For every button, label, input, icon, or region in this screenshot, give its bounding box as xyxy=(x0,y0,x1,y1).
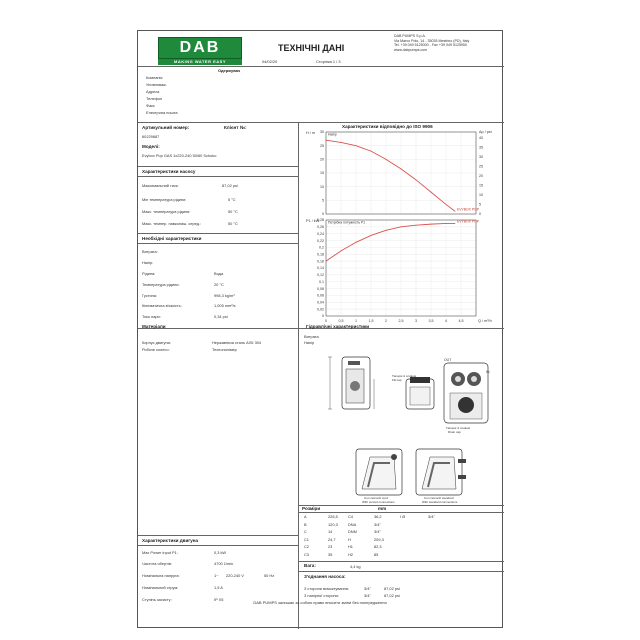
motor-voltage: 220-240 V xyxy=(226,573,244,578)
y-right-tick-label: 35 xyxy=(479,145,483,150)
y-right-tick-label: 20 xyxy=(479,174,483,179)
x-tick-label: 4,5 xyxy=(458,319,464,323)
y-tick-label: 0 xyxy=(322,314,324,319)
dimension-key: H xyxy=(348,536,351,542)
series-label: EVYBOX POP xyxy=(457,219,480,224)
divider xyxy=(298,561,504,562)
pump-front-view xyxy=(328,357,374,409)
divider xyxy=(298,505,504,506)
y-right-tick-label: 30 xyxy=(479,155,483,160)
divider xyxy=(138,545,298,546)
dab-logo xyxy=(158,37,242,59)
divider xyxy=(138,176,298,177)
divider xyxy=(298,571,504,572)
data-point xyxy=(416,179,417,180)
standard-connections-sublabel: With standard connections xyxy=(422,500,458,504)
data-point xyxy=(401,169,402,170)
y-tick-label: 0 xyxy=(322,212,324,217)
out-label: OUT xyxy=(444,358,452,362)
customer-field: Електрона пошта xyxy=(146,110,178,115)
x-axis-label: Q / m³/h xyxy=(478,319,492,323)
y-right-tick-label: 0 xyxy=(479,212,481,217)
customer-field: Уповноваж. xyxy=(146,82,167,87)
x-tick-label: 4 xyxy=(445,319,447,323)
fill-cap-label: Тапорік зі зливом xyxy=(392,374,417,378)
required-label: Густина: xyxy=(142,293,158,298)
pump-char-value: 87,02 psi xyxy=(222,183,238,188)
divider xyxy=(138,243,298,244)
data-point xyxy=(341,142,342,143)
material-label: Робоче колесо: xyxy=(142,347,170,352)
pump-char-label: Максимальний тиск: xyxy=(142,183,179,188)
divider xyxy=(138,535,298,536)
y-tick-label: 0,22 xyxy=(317,238,324,243)
y-tick-label: 0,08 xyxy=(317,286,324,291)
data-point xyxy=(371,235,372,236)
required-value: 1,005 mm²/s xyxy=(214,303,236,308)
y-tick-label: 0,18 xyxy=(317,252,324,257)
chart-legend: Потрібна потужність P1 xyxy=(328,220,366,225)
weight-label: Вага: xyxy=(304,563,316,568)
data-point xyxy=(326,140,327,141)
data-point xyxy=(431,224,432,225)
data-point xyxy=(341,251,342,252)
company-line: www.dabpumps.com xyxy=(394,47,428,52)
connection-pressure: 87,02 psi xyxy=(384,593,400,598)
y-tick-label: 0,02 xyxy=(317,307,324,312)
chart-legend: Напір xyxy=(328,132,337,137)
customer-field: Компанія xyxy=(146,75,163,80)
y-right-axis-label: Δp / psi xyxy=(479,130,492,134)
article-code: 60229687 xyxy=(142,134,160,139)
connection-label: З напірної сторони: xyxy=(304,593,339,598)
x-tick-label: 2,5 xyxy=(398,319,404,323)
dimension-key: A xyxy=(304,514,307,519)
customer-field: Адреса xyxy=(146,89,160,94)
company-info xyxy=(394,34,469,52)
motor-value: 4700 1/min xyxy=(214,561,234,566)
required-value: 998,3 kg/m³ xyxy=(214,293,235,298)
fill-cap-sublabel: Fill cap xyxy=(392,378,402,382)
performance-chart xyxy=(298,130,504,328)
dimension-key: H2 xyxy=(348,552,353,557)
y-tick-label: 0,12 xyxy=(317,273,324,278)
article-code-label: Артикульний номер: xyxy=(142,125,190,130)
y-right-tick-label: 25 xyxy=(479,164,483,169)
y-tick-label: 0,04 xyxy=(317,300,324,305)
dimension-key: H1 xyxy=(348,544,353,550)
required-title: Необхідні характеристики xyxy=(142,236,202,241)
dimension-value: 3/4" xyxy=(374,529,381,535)
y-right-tick-label: 15 xyxy=(479,183,483,188)
motor-value: 1,5 A xyxy=(214,585,223,590)
y-tick-label: 0,28 xyxy=(317,218,324,223)
x-tick-label: 2 xyxy=(385,319,387,323)
data-point xyxy=(386,159,387,160)
data-point xyxy=(431,192,432,193)
footer-disclaimer: DAB PUMPS залишає за собою право вносити зміни без попередження xyxy=(253,600,387,605)
dimension-value: 36,2 xyxy=(374,514,382,519)
motor-value: 1~ xyxy=(214,573,219,578)
materials-title: Матеріали xyxy=(142,324,166,329)
power-chart xyxy=(306,218,492,323)
motor-label: Частота обертів: xyxy=(142,561,172,566)
drain-cap-sublabel: Drain cap xyxy=(448,430,461,434)
y-tick-label: 30 xyxy=(320,130,324,135)
y-right-tick-label: 40 xyxy=(479,135,483,140)
data-point xyxy=(455,211,456,212)
dimension-key: C2 xyxy=(304,544,309,550)
y-tick-label: 5 xyxy=(322,198,324,203)
hydraulic-title: Гідравлічні характеристики xyxy=(306,324,370,329)
motor-value: IP X5 xyxy=(214,597,224,602)
dimension-value: 226,5 xyxy=(328,514,338,519)
connection-title: З'єднання насоса: xyxy=(304,574,346,579)
dimension-value: 35 xyxy=(328,552,333,557)
connection-label: З сторони всмоктування: xyxy=(304,586,350,591)
dimension-value: 3/4" xyxy=(428,514,435,519)
y-tick-label: 15 xyxy=(320,171,324,176)
divider xyxy=(138,66,504,67)
motor-label: Номінальний струм: xyxy=(142,585,179,590)
data-point xyxy=(356,242,357,243)
pump-char-label: Мін температура рідини: xyxy=(142,197,187,202)
divider xyxy=(138,233,298,234)
document-date: 04/02/20 xyxy=(262,59,278,64)
y-axis-label: P1 / kW xyxy=(306,219,320,223)
y-right-tick-label: 5 xyxy=(479,202,481,207)
pump-side-curved xyxy=(356,449,402,504)
head-chart xyxy=(306,130,492,216)
customer-field: Телефон xyxy=(146,96,163,101)
y-tick-label: 10 xyxy=(320,184,324,189)
dimension-value: 82,3 xyxy=(374,544,382,550)
in-label: IN xyxy=(486,370,490,374)
dimension-value: 120,3 xyxy=(328,521,338,527)
y-tick-label: 0,16 xyxy=(317,259,324,264)
motor-title: Характеристики двигуна xyxy=(142,538,199,543)
models-label: Моделі: xyxy=(142,144,160,149)
required-label: Кінематична в'язкість: xyxy=(142,303,182,308)
logo-tagline: MAKING WATER EASY xyxy=(158,59,242,65)
dimension-key: I Ø xyxy=(400,514,406,519)
required-label: Рідина: xyxy=(142,271,156,276)
required-label: Тиск пари: xyxy=(142,314,161,319)
dimensions-unit: mm xyxy=(378,506,387,511)
pump-char-value: 5 °C xyxy=(228,197,236,202)
data-point xyxy=(326,261,327,262)
y-tick-label: 0,2 xyxy=(319,245,324,250)
customer-title: Одержувач xyxy=(218,68,241,73)
y-axis-label: H / m xyxy=(306,131,316,135)
connection-pressure: 87,02 psi xyxy=(384,586,400,591)
connection-size: 3/4" xyxy=(364,586,371,591)
company-line: Via Marco Polo, 14 - 35035 Mestrino (PD), Italy xyxy=(394,38,470,43)
client-number-label: Клієнт №: xyxy=(224,125,247,130)
drain-cap-label: Тапорік зі зливом xyxy=(446,426,471,430)
pump-drawings xyxy=(298,349,504,505)
curved-connections-sublabel: With curved connections xyxy=(362,500,395,504)
y-tick-label: 0,1 xyxy=(319,279,324,284)
dimension-key: C1 xyxy=(304,536,309,542)
pump-char-value: 50 °C xyxy=(228,209,238,214)
dimension-key: DNM xyxy=(348,529,357,535)
dimension-value: 85 xyxy=(374,552,379,557)
pump-char-label: Макс. температура рідини: xyxy=(142,209,191,214)
x-tick-label: 0 xyxy=(325,319,327,323)
data-point xyxy=(455,223,456,224)
dimension-value: 24,7 xyxy=(328,536,336,542)
curved-connections-label: Con raccordi curvi xyxy=(364,496,389,500)
series-line xyxy=(326,140,455,211)
x-tick-label: 1,5 xyxy=(368,319,374,323)
hydraulic-label: Витрата xyxy=(304,334,319,339)
motor-label: Номінальна напруга: xyxy=(142,573,180,578)
hydraulic-label: Напір xyxy=(304,340,315,345)
y-tick-label: 25 xyxy=(320,143,324,148)
required-value: 20 °C xyxy=(214,282,224,287)
y-tick-label: 20 xyxy=(320,157,324,162)
standard-connections-label: Con raccordi standard xyxy=(424,496,454,500)
data-point xyxy=(416,225,417,226)
data-point xyxy=(386,230,387,231)
motor-label: Ступінь захисту: xyxy=(142,597,172,602)
pump-top-view xyxy=(392,374,434,409)
dimension-key: C3 xyxy=(304,552,309,557)
dimension-value: 209,3 xyxy=(374,536,384,542)
required-label: Напір: xyxy=(142,260,154,265)
customer-field: Факс xyxy=(146,103,155,108)
y-tick-label: 0,24 xyxy=(317,231,324,236)
dimension-value: 23 xyxy=(328,544,333,550)
model-name: Evybox Pop GAS 1x220-240 50/60 Schuko xyxy=(142,153,217,158)
pump-char-title: Характеристики насосу xyxy=(142,169,196,174)
page-number: Сторінка 1 / 3 xyxy=(316,59,341,64)
dimension-key: B xyxy=(304,521,307,527)
required-value: 0,34 psi xyxy=(214,314,228,319)
x-tick-label: 0,5 xyxy=(338,319,344,323)
dimensions-title: Розміри xyxy=(302,506,321,511)
required-label: Витрата: xyxy=(142,249,158,254)
data-point xyxy=(446,204,447,205)
material-value: Нержавіюча сталь AISI 304 xyxy=(212,340,262,345)
motor-label: Max Power input P1: xyxy=(142,550,178,555)
dimension-value: 14 xyxy=(328,529,333,535)
x-tick-label: 3,5 xyxy=(428,319,434,323)
series-label: EVYBOX POP xyxy=(457,207,480,212)
required-label: Температура рідини: xyxy=(142,282,180,287)
dimension-value: 3/4" xyxy=(374,521,381,527)
company-line: DAB PUMPS S.p.A. xyxy=(394,34,426,38)
dimension-key: DNA xyxy=(348,521,357,527)
weight-value: 4,4 kg xyxy=(350,564,361,569)
pump-side-standard xyxy=(416,449,466,504)
company-line: Tel. +39 049 5125000 - Fax +39 049 5125950 xyxy=(394,43,467,48)
y-right-tick-label: 10 xyxy=(479,193,483,198)
y-tick-label: 0,14 xyxy=(317,266,324,271)
pump-char-label: Макс. темпер. навколиш. серед.: xyxy=(142,221,202,226)
divider xyxy=(138,166,298,167)
y-tick-label: 0,06 xyxy=(317,293,324,298)
dimension-key: C xyxy=(304,529,307,535)
pump-char-value: 50 °C xyxy=(228,221,238,226)
pump-rear-view xyxy=(444,358,490,434)
material-label: Корпус двигуна: xyxy=(142,340,171,345)
material-value: Технополімер xyxy=(212,347,237,352)
connection-size: 3/4" xyxy=(364,593,371,598)
motor-frequency: 50 Hz xyxy=(264,573,275,578)
chart-section-title: Характеристики відповідно до ISO 9906 xyxy=(342,124,433,129)
y-tick-label: 0,26 xyxy=(317,225,324,230)
logo-text: DAB xyxy=(179,39,221,56)
data-point xyxy=(356,145,357,146)
motor-value: 0,3 kW xyxy=(214,550,227,555)
data-point xyxy=(446,223,447,224)
x-tick-label: 1 xyxy=(355,319,357,323)
divider xyxy=(138,122,504,123)
required-value: Вода xyxy=(214,271,224,276)
datasheet-page xyxy=(137,30,503,628)
x-tick-label: 3 xyxy=(415,319,417,323)
dimension-key: C4 xyxy=(348,514,353,519)
data-point xyxy=(371,151,372,152)
data-point xyxy=(401,227,402,228)
document-title: ТЕХНІЧНІ ДАНІ xyxy=(278,43,345,53)
divider xyxy=(298,512,504,513)
